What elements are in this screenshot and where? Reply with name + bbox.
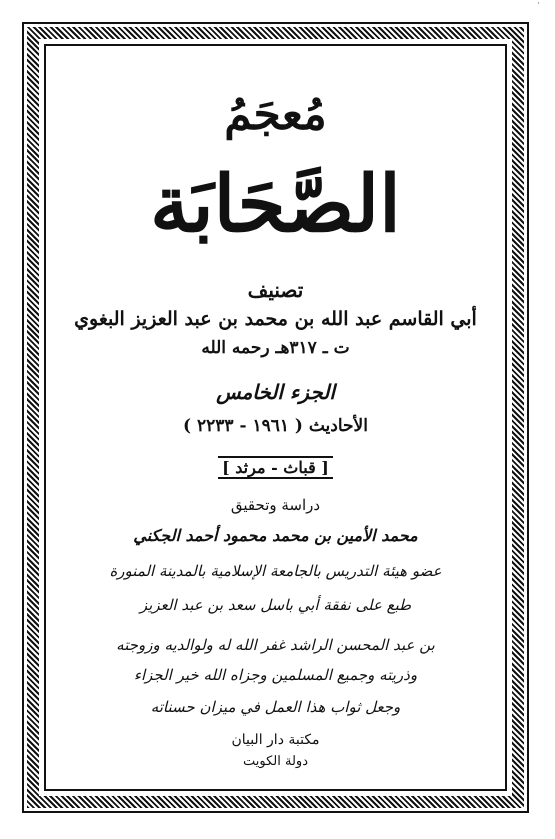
- section-range-wrap: [50, 458, 501, 477]
- cover-page: [50, 60, 501, 780]
- prayer-line-3: وجعل ثواب هذا العمل في ميزان حسناته: [150, 698, 401, 716]
- hadith-range: الأحاديث ( ١٩٦١ - ٢٢٣٣ ): [183, 416, 368, 436]
- title-line-1: مُعجَمُ: [224, 89, 327, 140]
- section-range: [ قباث - مرثد ]: [218, 456, 333, 479]
- study-label: دراسة وتحقيق: [230, 496, 321, 514]
- sponsor-line: طبع على نفقة أبي باسل سعد بن عبد العزيز: [139, 596, 412, 614]
- author-name: أبي القاسم عبد الله بن محمد بن عبد العزيز البغوي: [74, 308, 477, 330]
- title-line-2: الصَّحَابَة: [150, 159, 401, 250]
- editor-affiliation: عضو هيئة التدريس بالجامعة الإسلامية بالمدينة المنورة: [109, 562, 442, 580]
- death-note: ت ـ ٣١٧هـ رحمه الله: [201, 338, 350, 358]
- authored-label: تصنيف: [247, 278, 304, 302]
- volume-label: الجزء الخامس: [216, 380, 335, 404]
- prayer-line-1: بن عبد المحسن الراشد غفر الله له ولوالديه وزوجته: [116, 636, 435, 654]
- scan-mark-icon: ˙: [536, 2, 541, 13]
- prayer-line-2: وذريته وجميع المسلمين وجزاه الله خير الجزاء: [133, 666, 418, 684]
- editor-name: محمد الأمين بن محمد محمود أحمد الجكني: [133, 526, 418, 545]
- publisher-country: دولة الكويت: [243, 754, 308, 769]
- publisher-name: مكتبة دار البيان: [231, 732, 320, 748]
